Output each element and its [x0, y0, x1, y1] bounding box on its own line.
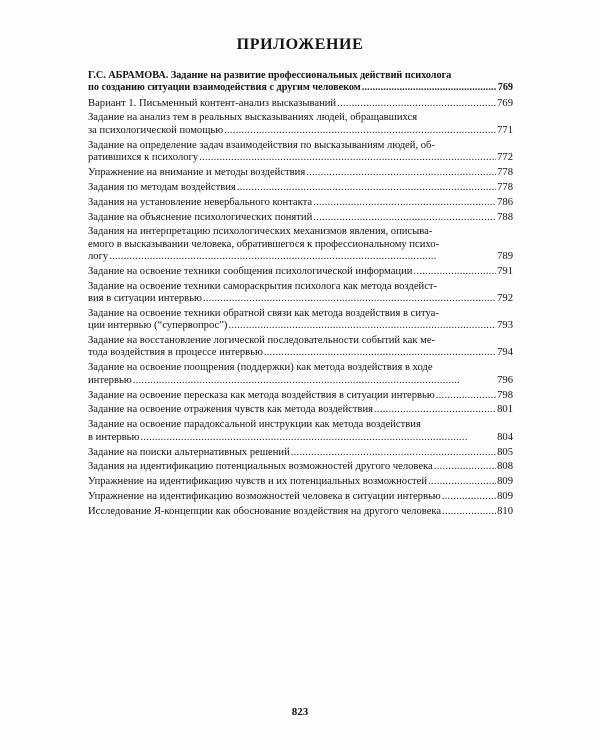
- toc-page-number: 810: [497, 506, 513, 518]
- toc-page-number: 793: [497, 320, 513, 332]
- leader-dots: [109, 251, 496, 263]
- leader-dots: [362, 82, 497, 94]
- toc-entry-text: вия в ситуации интервью: [88, 293, 202, 305]
- toc-entry[interactable]: [88, 506, 513, 518]
- toc-entry[interactable]: [88, 197, 513, 209]
- toc-entry-text: Задания на установление невербального контакта: [88, 196, 313, 208]
- toc-entry-text: Исследование Я-концепции как обоснование воздействия на другого человека: [88, 506, 442, 518]
- leader-dots: [434, 461, 496, 473]
- leader-dots: [313, 212, 496, 224]
- toc-entry-text: в интервью: [88, 431, 140, 443]
- toc-entry-text: Задание на освоение техники обратной связи как метода воздействия в ситуа-: [88, 307, 439, 319]
- toc-page-number: 794: [497, 347, 513, 359]
- toc-entry-text: Задания на интерпретацию психологических механизмов явления, описыва-: [88, 226, 433, 238]
- leader-dots: [291, 447, 496, 459]
- toc-entry[interactable]: [88, 308, 513, 333]
- toc-entry-text: интервью: [88, 374, 132, 386]
- toc-entry[interactable]: [88, 335, 513, 360]
- leader-dots: [337, 98, 496, 110]
- table-of-contents: [88, 70, 513, 521]
- leader-dots: [199, 152, 496, 164]
- leader-dots: [224, 125, 496, 137]
- toc-page-number: 769: [497, 82, 513, 94]
- toc-entry-text: Задание на освоение парадоксальной инструкции как метода воздействия: [88, 419, 421, 431]
- toc-entry[interactable]: [88, 476, 513, 488]
- toc-entry[interactable]: [88, 226, 513, 263]
- leader-dots: [306, 167, 496, 179]
- toc-page-number: 792: [497, 293, 513, 305]
- toc-page-number: 789: [497, 251, 513, 263]
- toc-entry[interactable]: [88, 212, 513, 224]
- toc-author-entry[interactable]: [88, 70, 513, 95]
- leader-dots: [442, 506, 496, 518]
- toc-page-number: 786: [497, 196, 513, 208]
- page-title: ПРИЛОЖЕНИЕ: [236, 36, 364, 53]
- toc-entry-text: Задания по методам воздействия: [88, 181, 236, 193]
- toc-entry-text: Задание на освоение поощрения (поддержки) как метода воздействия в ходе: [88, 362, 433, 374]
- toc-page-number: 809: [497, 491, 513, 503]
- toc-entry-text: Задание на поиски альтернативных решений: [88, 446, 290, 458]
- toc-entry-text: Задания на идентификацию потенциальных возможностей другого человека: [88, 461, 433, 473]
- toc-entry[interactable]: [88, 447, 513, 459]
- toc-entry-text: тода воздействия в процессе интервью: [88, 347, 263, 359]
- toc-author-line-2: по созданию ситуации взаимодействия с другим человеком: [88, 82, 361, 94]
- leader-dots: [413, 266, 496, 278]
- toc-page-number: 778: [497, 181, 513, 193]
- toc-entry[interactable]: [88, 362, 513, 387]
- toc-page-number: 798: [497, 389, 513, 401]
- leader-dots: [313, 197, 496, 209]
- leader-dots: [442, 491, 496, 503]
- toc-entry-text: Задание на освоение отражения чувств как метода воздействия: [88, 404, 373, 416]
- toc-page-number: 791: [497, 265, 513, 277]
- toc-page-number: 788: [497, 211, 513, 223]
- toc-entry[interactable]: [88, 419, 513, 444]
- toc-entry-text: за психологической помощью: [88, 124, 224, 136]
- toc-page-number: 808: [497, 461, 513, 473]
- leader-dots: [140, 432, 496, 444]
- toc-page-number: 805: [497, 446, 513, 458]
- toc-entry-text: Упражнение на идентификацию возможностей человека в ситуации интервью: [88, 491, 441, 503]
- toc-entry-list: [88, 98, 513, 519]
- toc-entry[interactable]: [88, 266, 513, 278]
- toc-author-line-1: Г.С. АБРАМОВА. Задание на развитие профессиональных действий психолога: [88, 70, 452, 81]
- toc-entry[interactable]: [88, 98, 513, 110]
- leader-dots: [428, 476, 496, 488]
- toc-page-number: 796: [497, 374, 513, 386]
- toc-entry-text: Задание на объяснение психологических понятий: [88, 211, 313, 223]
- toc-entry-text: ции интервью (“супервопрос”): [88, 320, 228, 332]
- toc-entry-text: Задание на восстановление логической последовательности событий как ме-: [88, 335, 436, 347]
- toc-page-number: 809: [497, 476, 513, 488]
- toc-entry-text: Упражнение на идентификацию чувств и их потенциальных возможностей: [88, 476, 428, 488]
- toc-entry-text: Задание на определение задач взаимодействия по высказываниям людей, об-: [88, 139, 435, 151]
- toc-entry-text: ратившихся к психологу: [88, 151, 199, 163]
- leader-dots: [264, 347, 496, 359]
- toc-entry-text: Задание на анализ тем в реальных высказываниях людей, обращавшихся: [88, 112, 418, 124]
- leader-dots: [133, 375, 496, 387]
- toc-entry-text: Вариант 1. Письменный контент-анализ высказываний: [88, 97, 337, 109]
- leader-dots: [203, 293, 496, 305]
- toc-entry[interactable]: [88, 491, 513, 503]
- toc-entry[interactable]: [88, 112, 513, 137]
- leader-dots: [237, 182, 496, 194]
- toc-page-number: 772: [497, 151, 513, 163]
- toc-entry-text: Задание на освоение пересказа как метода воздействия в ситуации интервью: [88, 389, 435, 401]
- leader-dots: [374, 404, 496, 416]
- toc-page-number: 804: [497, 431, 513, 443]
- toc-page-number: 769: [497, 97, 513, 109]
- toc-entry-text: Задание на освоение техники самораскрытия психолога как метода воздейст-: [88, 280, 438, 292]
- page-number: 823: [291, 706, 309, 718]
- toc-page-number: 801: [497, 404, 513, 416]
- leader-dots: [436, 390, 496, 402]
- toc-page-number: 771: [497, 124, 513, 136]
- toc-entry[interactable]: [88, 390, 513, 402]
- leader-dots: [228, 320, 496, 332]
- toc-entry-text: емого в высказывании человека, обратившегося к профессиональному психо-: [88, 238, 440, 250]
- toc-entry-text: логу: [88, 251, 109, 263]
- toc-entry[interactable]: [88, 140, 513, 165]
- toc-entry[interactable]: [88, 404, 513, 416]
- toc-entry[interactable]: [88, 281, 513, 306]
- toc-entry[interactable]: [88, 182, 513, 194]
- toc-entry[interactable]: [88, 461, 513, 473]
- toc-page-number: 778: [497, 166, 513, 178]
- toc-entry[interactable]: [88, 167, 513, 179]
- toc-entry-text: Задание на освоение техники сообщения психологической информации: [88, 265, 413, 277]
- toc-entry-text: Упражнение на внимание и методы воздействия: [88, 166, 306, 178]
